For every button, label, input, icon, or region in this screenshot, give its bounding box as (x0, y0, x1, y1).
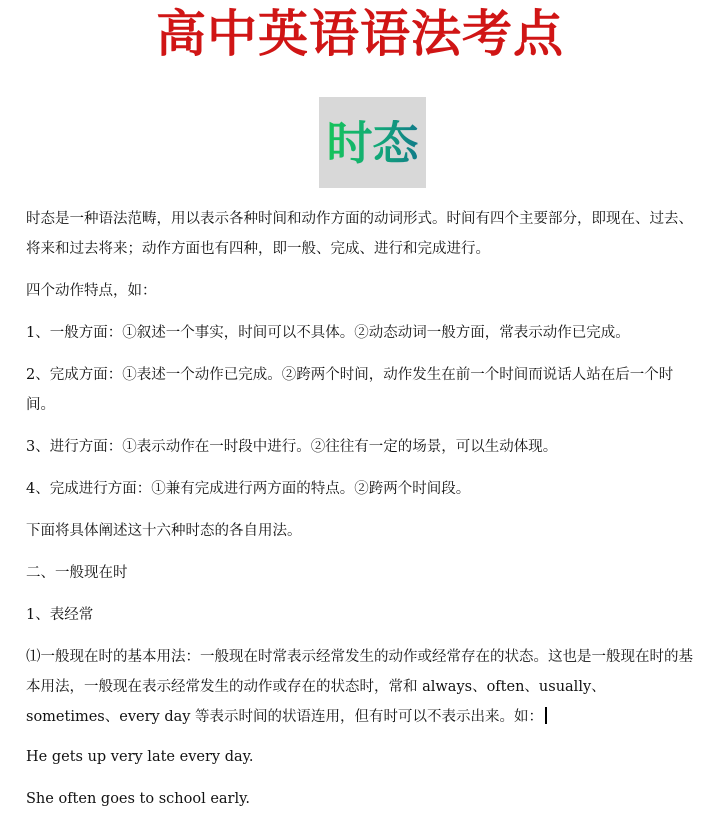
paragraph-aspect-3: 3、进行方面：①表示动作在一时段中进行。②往往有一定的场景，可以生动体现。 (26, 439, 558, 455)
subsection-heading-habitual: 1、表经常 (26, 607, 94, 623)
text-cursor (545, 707, 547, 724)
paragraph-basic-usage[interactable] (26, 642, 698, 732)
paragraph-aspect-4: 4、完成进行方面：①兼有完成进行两方面的特点。②跨两个时间段。 (26, 481, 471, 497)
paragraph-features-heading: 四个动作特点，如： (26, 283, 157, 299)
paragraph-aspect-2: 2、完成方面：①表述一个动作已完成。②跨两个时间，动作发生在前一个时间而说话人站在后一个时间。 (26, 367, 674, 413)
paragraph-aspect-1: 1、一般方面：①叙述一个事实，时间可以不具体。②动态动词一般方面，常表示动作已完成。 (26, 325, 630, 341)
example-sentence-1: He gets up very late every day. (26, 749, 254, 765)
subtitle: 时态 (326, 115, 419, 170)
document-title: 高中英语语法考点 (156, 5, 564, 63)
example-sentence-2: She often goes to school early. (26, 791, 250, 807)
section-heading-simple-present: 二、一般现在时 (26, 565, 128, 581)
subtitle-box (319, 97, 426, 188)
paragraph-transition: 下面将具体阐述这十六种时态的各自用法。 (26, 523, 302, 539)
document-body (26, 204, 698, 826)
paragraph-basic-usage-text: ⑴一般现在时的基本用法：一般现在时常表示经常发生的动作或经常存在的状态。这也是一般现在时的基本用法，一般现在表示经常发生的动作或存在的状态时，常和 always、often、usually、sometimes、every day 等表示时间的状语连用，但有时可以不表示出来。如： (26, 649, 693, 725)
paragraph-intro: 时态是一种语法范畴，用以表示各种时间和动作方面的动词形式。时间有四个主要部分，即现在、过去、将来和过去将来；动作方面也有四种，即一般、完成、进行和完成进行。 (26, 211, 693, 257)
